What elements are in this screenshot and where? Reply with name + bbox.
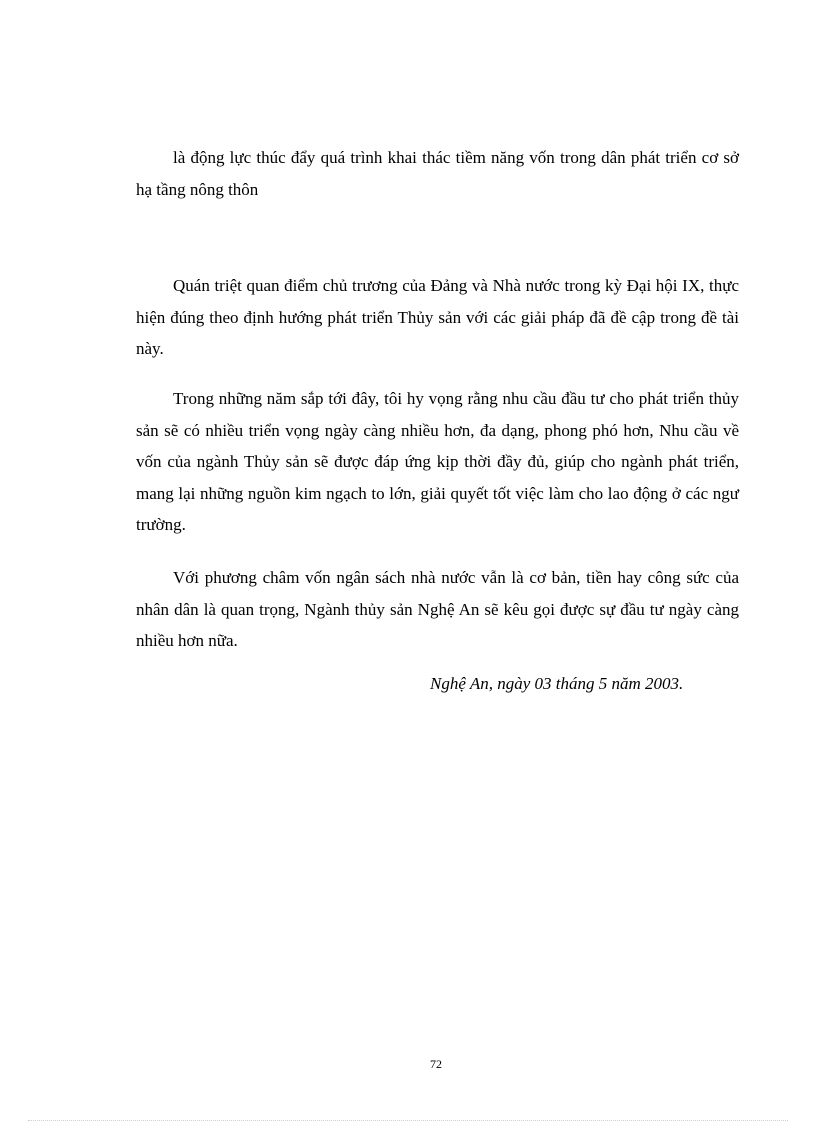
paragraph-outlook: Trong những năm sắp tới đây, tôi hy vọng rằng nhu cầu đầu tư cho phát triển thủy sản sẽ có nhiều triển vọng ngày càng nhiều hơn, đa dạng, phong phó hơn, Nhu cầu về vốn của ngành Thủy sản sẽ được đáp ứng kịp thời đầy đủ, giúp cho ngành phát triển, mang lại những nguồn kim ngạch to lớn, giải quyết tốt việc làm cho lao động ở các ngư trường.: [136, 389, 739, 534]
paragraph-policy: Quán triệt quan điểm chủ trương của Đảng và Nhà nước trong kỳ Đại hội IX, thực hiện đúng theo định hướng phát triển Thủy sản với các giải pháp đã đề cập trong đề tài này.: [136, 276, 739, 358]
footer-divider: [28, 1120, 788, 1121]
page-number: 72: [430, 1057, 442, 1071]
place-date-signature: Nghệ An, ngày 03 tháng 5 năm 2003.: [430, 674, 684, 693]
paragraph-continuation: là động lực thúc đẩy quá trình khai thác tiềm năng vốn trong dân phát triển cơ sở hạ tầng nông thôn: [136, 148, 739, 199]
paragraph-investment: Với phương châm vốn ngân sách nhà nước vẫn là cơ bản, tiền hay công sức của nhân dân là quan trọng, Ngành thủy sản Nghệ An sẽ kêu gọi được sự đầu tư ngày càng nhiều hơn nữa.: [136, 568, 739, 650]
